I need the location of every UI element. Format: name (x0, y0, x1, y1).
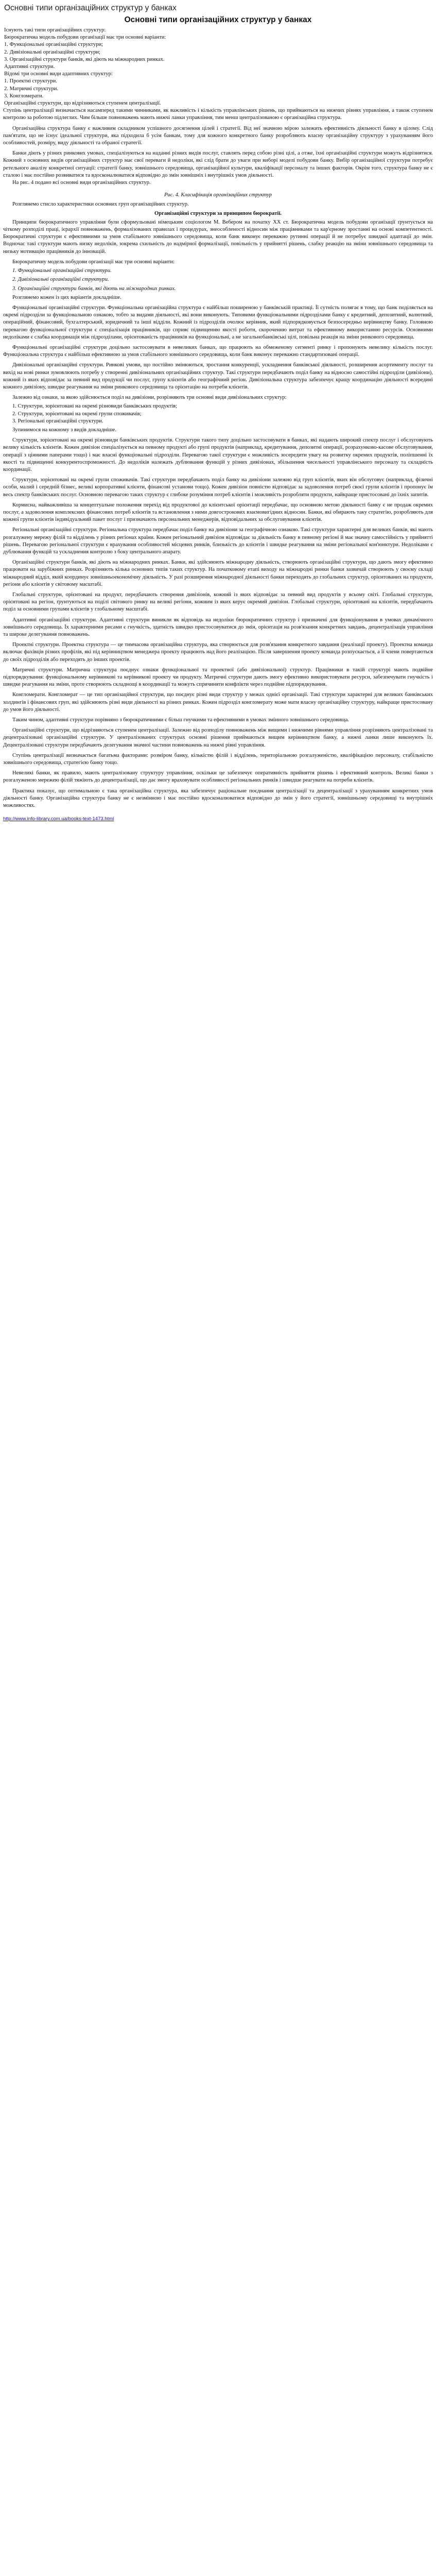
paragraph: Банки діють у різних ринкових умовах, спеціалізуються на наданні різних видів послуг, ставлять перед собою різні цілі, а отже, їхні організаційні структури можуть відрізнятися. Кожний з основних видів організаційних структур має свої переваги й недоліки, які слід брати до уваги при виборі моделі побудови банку. Вибір організаційної структури потребує ретельного аналізу конкретної ситуації: стратегії банку, зовнішнього середовища, організаційної культури, кваліфікації персоналу та інших факторів. Окрім того, структура банку не є сталою і має постійно розвиватися та вдосконалюватися відповідно до змін зовнішніх і внутрішніх умов діяльності. (3, 150, 433, 178)
paragraph: Відомі три основні види адаптивних структур: (4, 71, 113, 77)
source-link[interactable]: http://www.info-library.com.ua/books-text-1473.html (3, 816, 114, 822)
list-item: 2. Дивізіональні організаційні структури; (4, 49, 101, 55)
paragraph: Ступінь централізації визначається насамперед такими чинниками, як важливість і кількість управлінських рішень, що приймаються на нижчих рівнях управління, а також ступенем контролю за роботою підлеглих. Чим більше повноважень мають нижчі ланки управління, тим менш централізованою є організаційна структура. (3, 108, 433, 121)
paragraph: Глобальні структури, орієнтовані на продукт, передбачають створення дивізіонів, кожний із яких відповідає за певний вид продуктів у всьому світі. Глобальні структури, орієнтовані на регіон, ґрунтуються на поділі світового ринку на великі регіони, кожним із яких керує окремий дивізіон. Глобальні структури, орієнтовані на клієнтів, передбачають поділ за основними групами клієнтів у глобальному масштабі. (3, 592, 433, 613)
paragraph: Організаційні структури, що відрізняються ступенем централізації. (4, 100, 161, 107)
paragraph: Розглянемо стисло характеристики основних груп організаційних структур. (12, 201, 189, 208)
list-item: 3. Конгломерати. (4, 93, 44, 99)
paragraph: На рис. 4 подано всі основні види організаційних структур. (12, 180, 151, 186)
list-item: 1. Функціональні організаційні структури; (4, 42, 103, 48)
paragraph: Таким чином, адаптивні структури порівняно з бюрократичними є більш гнучкими та ефективними в умовах змінного зовнішнього середовища. (12, 717, 350, 723)
list-item: 1. Структури, зорієнтовані на окремі різновиди банківських продуктів; (12, 403, 178, 410)
paragraph: Бюрократична модель побудови організації має три основні варіанти: (4, 35, 166, 41)
paragraph: Регіональні організаційні структури. Регіональна структура передбачає поділ банку на дивізіони за географічною ознакою. Такі структури характерні для великих банків, які мають розгалужену мережу філій та відділень у різних регіонах країни. Кожен регіональний дивізіон відповідає за діяльність банку в певному регіоні й має значну самостійність у прийнятті рішень. Перевагою регіональної структури є врахування особливостей місцевих ринків, близькість до клієнтів і швидке реагування на зміни регіональної кон'юнктури. Недоліками є дублювання функцій та ускладнення контролю з боку центрального апарату. (3, 527, 433, 555)
paragraph: Існують такі типи організаційних структур: (4, 27, 106, 33)
list-item: 2. Матричні структури. (4, 86, 59, 92)
paragraph: Принципи бюрократичного управління були сформульовані німецьким соціологом М. Вебером на початку XX ст. Бюрократична модель побудови організації ґрунтується на чіткому розподілі праці, ієрархії повноважень, формалізованих правилах і процедурах, знеособленості відносин між працівниками та кар'єрному зростанні на основі компетентності. Бюрократичні структури є ефективними за умов стабільного зовнішнього середовища, коли банк виконує переважно рутинні операції й не потребує швидкої адаптації до змін. Водночас такі структури мають низку недоліків, зокрема схильність до надмірної формалізації, повільність у прийнятті рішень, слабку реакцію на зміни зовнішнього середовища та низьку мотивацію працівників до інновацій. (3, 219, 433, 255)
article-title: Основні типи організаційних структур у банках (124, 15, 312, 24)
document-page (0, 0, 436, 831)
paragraph: Бюрократичну модель побудови організації має три основні варіанти: (12, 259, 175, 265)
list-item: 2. Структури, зорієнтовані на окремі групи споживачів; (12, 411, 142, 417)
paragraph: Розглянемо кожен із цих варіантів докладніше. (12, 294, 121, 300)
paragraph: Адаптивні структури. (4, 64, 55, 70)
paragraph: Залежно від ознаки, за якою здійснюється поділ на дивізіони, розрізняють три основні види дивізіональних структур: (12, 395, 287, 401)
paragraph: Структури, зорієнтовані на окремі групи споживачів. Такі структури передбачають поділ банку на дивізіони залежно від груп клієнтів, яких він обслуговує (наприклад, фізичні особи, малий і середній бізнес, великі корпоративні клієнти, фінансові установи тощо). Кожен дивізіон повністю відповідає за задоволення потреб своєї групи клієнтів і пропонує їм весь спектр банківських послуг. Основною перевагою таких структур є глибоке розуміння потреб клієнтів і можливість розробляти продукти, найкраще пристосовані до їхніх запитів. (3, 477, 433, 498)
paragraph: Адаптивні організаційні структури. Адаптивні структури виникли як відповідь на недоліки бюрократичних структур і призначені для функціонування в умовах динамічного зовнішнього середовища. Їх характерними рисами є гнучкість, здатність швидко пристосовуватися до змін, орієнтація на розв'язання конкретних завдань, децентралізація управління та широке делегування повноважень. (3, 617, 433, 638)
paragraph: Організаційні структури банків, які діють на міжнародних ринках. Банки, які здійснюють міжнародну діяльність, створюють організаційні структури, що дають змогу ефективно працювати на зарубіжних ринках. Розрізняють кілька основних типів таких структур. На початковому етапі виходу на міжнародні ринки банки зазвичай створюють у своєму складі міжнародний відділ, який координує зовнішньоекономічну діяльність. У разі розширення міжнародної діяльності банки переходять до глобальних структур, орієнтованих на продукти, регіони або клієнтів у світовому масштабі. (3, 560, 433, 587)
paragraph: Проектні структури. Проектна структура — це тимчасова організаційна структура, яка створюється для розв'язання конкретного завдання (реалізації проекту). Проектна команда включає фахівців різних профілів, які під керівництвом менеджера проекту працюють над його реалізацією. Після завершення проекту команда розпускається, а її члени повертаються до своїх підрозділів або переходять до інших проектів. (3, 642, 433, 663)
paragraph: Практика показує, що оптимальною є така організаційна структура, яка забезпечує раціональне поєднання централізації та децентралізації з урахуванням конкретних умов діяльності банку. Організаційна структура банку не є незмінною і має постійно вдосконалюватися відповідно до змін у його стратегії, зовнішньому середовищі та внутрішніх можливостях. (3, 788, 433, 809)
paragraph: Організаційна структура банку є важливим складником успішного досягнення цілей і стратегії. Від неї значною мірою залежить ефективність діяльності банку в цілому. Слід пам'ятати, що не існує ідеальної структури, яка підходила б усім банкам, тому для кожного конкретного банку розробляють власну організаційну структуру з урахуванням його особливостей, розміру, виду діяльності та обраної стратегії. (3, 125, 433, 146)
paragraph: Кормисна, найважливіша за концептуальне положення перехід від продуктової до клієнтської орієнтації передбачає, що основною метою діяльності банку є не продаж окремих послуг, а задоволення комплексних фінансових потреб клієнтів та встановлення з ними довгострокових взаємовигідних відносин. Банки, які обирають таку стратегію, розробляють для кожної групи клієнтів індивідуальний пакет послуг і призначають персональних менеджерів, відповідальних за обслуговування клієнтів. (3, 502, 433, 523)
list-item: 2. Дивізіональні організаційні структури. (12, 277, 109, 283)
paragraph: Організаційні структури, що відрізняються ступенем централізації. Залежно від розподілу повноважень між вищими і нижчими рівнями управління розрізняють централізовані та децентралізовані організаційні структури. У централізованих структурах основні рішення приймаються вищим керівництвом банку, а нижчі ланки лише виконують їх. Децентралізовані структури передбачають делегування значної частини повноважень на нижчі рівні управління. (3, 727, 433, 748)
paragraph: Дивізіональні організаційні структури. Ринкові умови, що постійно змінюються, зростання конкуренції, ускладнення банківської діяльності, розширення асортименту послуг та вихід на нові ринки зумовлюють потребу у створенні дивізіональних організаційних структур. Такі структури передбачають поділ банку на відносно самостійні підрозділи (дивізіони), кожний із яких відповідає за певний вид продукції чи послуг, групу клієнтів або географічний регіон. Дивізіональна структура забезпечує кращу координацію діяльності всередині кожного дивізіону, швидке реагування на зміни ринкового середовища та орієнтацію на потреби клієнтів. (3, 362, 433, 390)
paragraph: Зупинимося на кожному з видів докладніше. (12, 427, 116, 433)
paragraph: Функціональні організаційні структури. Функціональна організаційна структура є найбільш поширеною у банківській практиці. Її сутність полягає в тому, що банк поділяється на окремі підрозділи за функціональною ознакою, тобто за видами діяльності, які вони виконують. Типовими функціональними підрозділами банку є кредитний, депозитний, валютний, операційний, фінансовий, бухгалтерський, юридичний та інші відділи. Кожний із підрозділів очолює керівник, який підпорядковується безпосередньо керівництву банку. Головною перевагою функціональної структури є спеціалізація працівників, що сприяє підвищенню якості роботи, скороченню витрат та ефективному використанню ресурсів. Основними недоліками є слабка координація між підрозділами, орієнтованість працівників на функціональні, а не загальнобанківські цілі, повільна реакція на зміни ринкового середовища. (3, 304, 433, 340)
paragraph: Матричні структури. Матрична структура поєднує ознаки функціональної та проектної (або дивізіональної) структур. Працівники в такій структурі мають подвійне підпорядкування: функціональному керівникові та керівникові проекту чи продукту. Матричні структури дають змогу ефективно використовувати ресурси, забезпечувати гнучкість і швидке реагування на зміни, проте створюють складнощі в координації та можуть спричиняти конфлікти через подвійне підпорядкування. (3, 667, 433, 688)
list-item: 3. Регіональні організаційні структури. (12, 418, 103, 424)
section-heading: Організаційні структури за принципом бюрократії. (154, 210, 282, 216)
list-item: 3. Організаційні структури банків, які діють на міжнародних ринках. (4, 56, 165, 62)
page-header-title: Основні типи організаційних структур у банках (4, 4, 177, 12)
paragraph: Структури, зорієнтовані на окремі різновиди банківських продуктів. Структури такого типу доцільно застосовувати в банках, які надають широкий спектр послуг і обслуговують велику кількість клієнтів. Кожен дивізіон спеціалізується на певному продукті або групі продуктів (наприклад, кредитування, депозитні операції, розрахунково-касове обслуговування, операції з цінними паперами тощо) і має власні функціональні підрозділи. Перевагою такої структури є можливість зосередити увагу на розвитку окремих продуктів, поліпшенні їх якості та підвищенні конкурентоспроможності. До недоліків належать дублювання функцій у різних дивізіонах, збільшення чисельності управлінського персоналу та складність координації. (3, 437, 433, 472)
list-item: 3. Організаційні структури банків, які діють на міжнародних ринках. (12, 285, 176, 292)
paragraph: Ступінь централізації визначається багатьма факторами: розміром банку, кількістю філій і відділень, територіальною розгалуженістю, кваліфікацією персоналу, стабільністю зовнішнього середовища, стратегією банку тощо. (3, 752, 433, 766)
paragraph: Конгломерати. Конгломерат — це тип організаційної структури, що поєднує різні види структур у межах однієї організації. Такі структури характерні для великих банківських холдингів і фінансових груп, які здійснюють різні види діяльності на різних ринках. Кожен підрозділ конгломерату може мати власну організаційну структуру, найкраще пристосовану до умов його діяльності. (3, 692, 433, 713)
paragraph: Функціональні організаційні структури доцільно застосовувати в невеликих банках, що працюють на обмеженому сегменті ринку і пропонують невелику кількість послуг. Функціональна структура є найбільш ефективною за умов стабільного зовнішнього середовища, коли банк виконує переважно стандартизовані операції. (3, 344, 433, 358)
figure-caption: Рис. 4. Класифікація організаційних структур (164, 192, 272, 198)
list-item: 1. Проектні структури. (4, 78, 57, 84)
list-item: 1. Функціональні організаційні структури. (12, 268, 112, 274)
paragraph: Невеликі банки, як правило, мають централізовану структуру управління, оскільки це забезпечує оперативність прийняття рішень і ефективний контроль. Великі банки з розгалуженою мережею філій тяжіють до децентралізації, що дає змогу враховувати особливості регіональних ринків і швидше реагувати на потреби клієнтів. (3, 770, 433, 784)
